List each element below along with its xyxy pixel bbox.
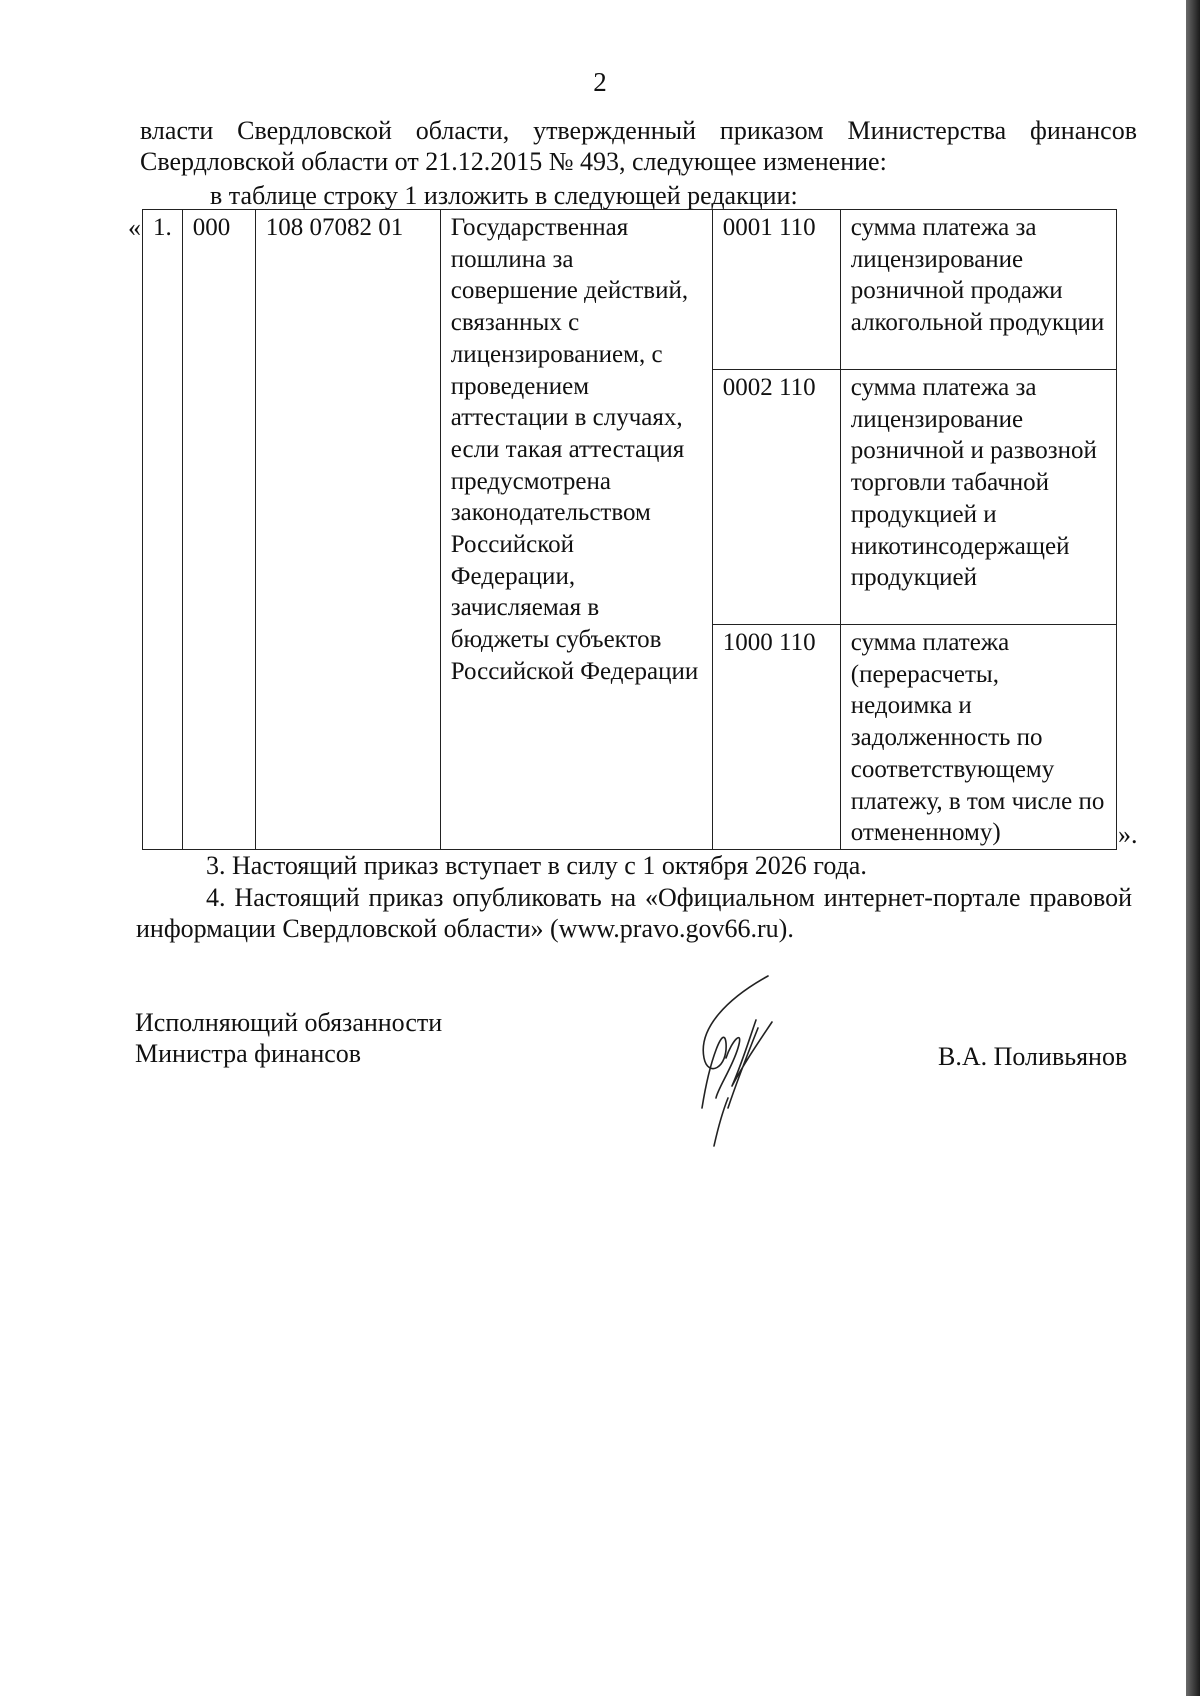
purpose-cell: сумма платежа за лицензирование розничной продажи алкогольной продукции (840, 210, 1116, 370)
subcode-cell: 0001 110 (712, 210, 840, 370)
quote-close: ». (1118, 820, 1138, 849)
row-number-cell: 1. (143, 210, 183, 850)
handwritten-signature (688, 968, 808, 1148)
signatory-name: В.А. Поливьянов (938, 1042, 1128, 1071)
page-number: 2 (593, 67, 607, 97)
clause-4: 4. Настоящий приказ опубликовать на «Официальном интернет-портале правовой информации Свердловской области» (www.pravo.gov66.ru). (136, 883, 1132, 943)
signatory-position-line1: Исполняющий обязанности (135, 1008, 443, 1037)
table-intro-text: в таблице строку 1 изложить в следующей редакции: (210, 181, 798, 210)
budget-code-table (142, 209, 1117, 850)
subcode-cell: 0002 110 (712, 370, 840, 625)
clause-3: 3. Настоящий приказ вступает в силу с 1 октября 2026 года. (206, 851, 867, 880)
signatory-position-line2: Министра финансов (135, 1039, 362, 1068)
quote-open: « (128, 213, 141, 242)
purpose-cell: сумма платежа (перерасчеты, недоимка и задолженность по соответствующему платежу, в том числе по отмененному) (840, 625, 1116, 850)
intro-paragraph: власти Свердловской области, утвержденный приказом Министерства финансов Свердловской области от 21.12.2015 № 493, следующее изменение: (140, 116, 1137, 176)
admin-code-cell: 000 (182, 210, 255, 850)
signatory-position (135, 1007, 442, 1069)
description-cell: Государственная пошлина за совершение действий, связанных с лицензированием, с проведением аттестации в случаях, если такая аттестация предусмотрена законодательством Российской Федерации, зачисляемая в бюджеты субъектов Российской Федерации (440, 210, 712, 850)
kbk-code-cell: 108 07082 01 (255, 210, 440, 850)
purpose-cell: сумма платежа за лицензирование розничной и развозной торговли табачной продукцией и никотинсодержащей продукцией (840, 370, 1116, 625)
scan-edge (1186, 0, 1200, 1696)
table-row (143, 210, 1117, 370)
subcode-cell: 1000 110 (712, 625, 840, 850)
